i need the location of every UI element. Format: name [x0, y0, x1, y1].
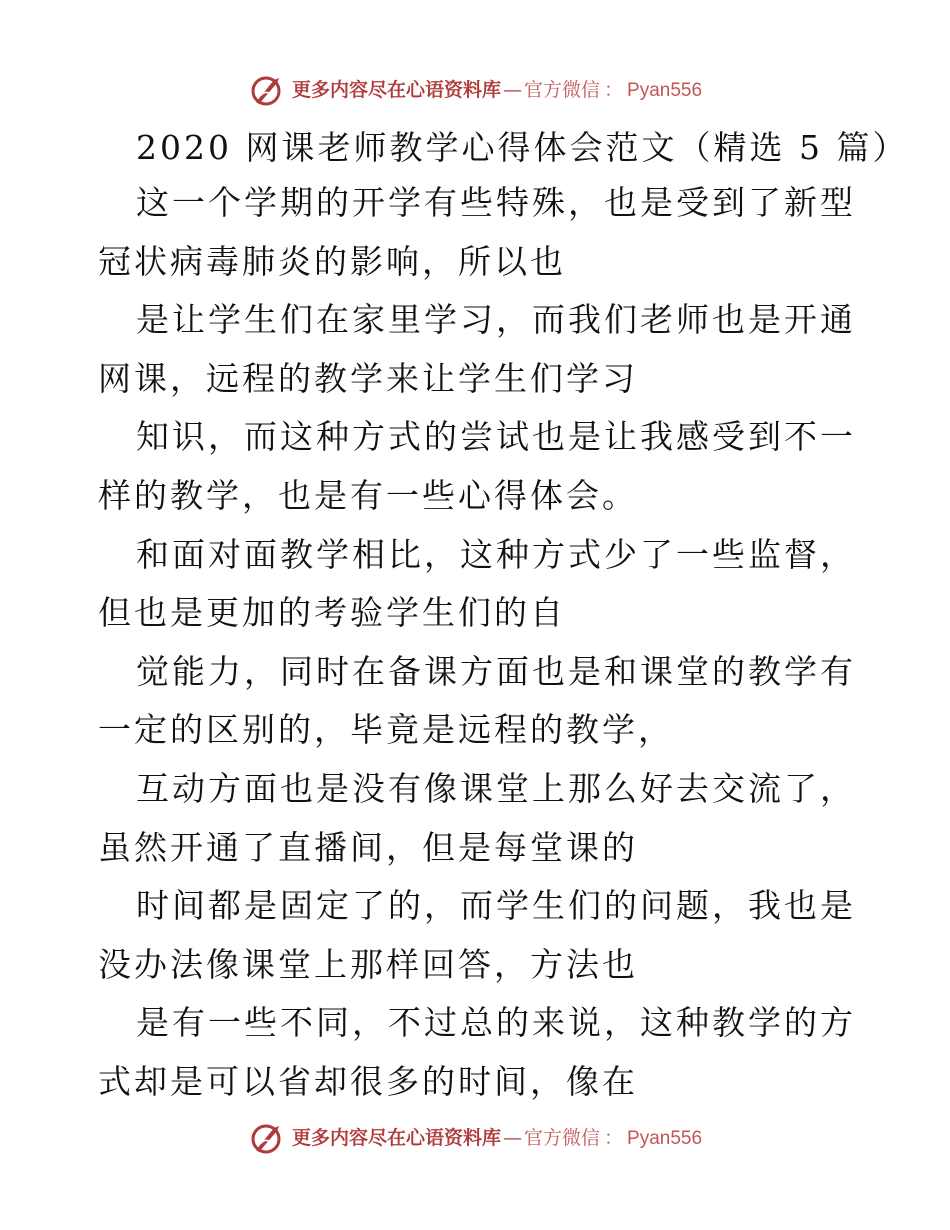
- pen-logo-icon: [248, 72, 284, 108]
- header-dash: —: [502, 78, 522, 101]
- paragraph: 是有一些不同，不过总的来说，这种教学的方式却是可以省却很多的时间，像在: [98, 1003, 856, 1101]
- header-text: [291, 78, 703, 101]
- paragraph: 觉能力，同时在备课方面也是和课堂的教学有一定的区别的，毕竟是远程的教学，: [98, 651, 856, 750]
- footer-dash: —: [502, 1126, 522, 1149]
- footer-wechat-id: Pyan556: [627, 1127, 703, 1149]
- paragraph: 时间都是固定了的，而学生们的问题，我也是没办法像课堂上那样回答，方法也: [98, 886, 856, 984]
- footer-official: 官方微信: [523, 1126, 600, 1149]
- footer-promo: 更多内容尽在心语资料库: [291, 1126, 501, 1149]
- paragraph: 和面对面教学相比，这种方式少了一些监督，但也是更加的考验学生们的自: [98, 534, 856, 633]
- footer-banner: [0, 1118, 950, 1158]
- document-body: [98, 122, 909, 1112]
- header-banner: [0, 70, 950, 110]
- document-title: 2020 网课老师教学心得体会范文（精选 5 篇）: [136, 128, 909, 167]
- paragraph: 知识，而这种方式的尝试也是让我感受到不一样的教学，也是有一些心得体会。: [98, 417, 856, 515]
- footer-sep: ：: [604, 1126, 624, 1149]
- pen-logo-icon: [248, 1120, 284, 1156]
- paragraph: 是让学生们在家里学习，而我们老师也是开通网课，远程的教学来让学生们学习: [98, 300, 856, 398]
- header-wechat-id: Pyan556: [627, 79, 703, 101]
- header-sep: ：: [604, 78, 624, 101]
- footer-text: [291, 1126, 703, 1149]
- header-official: 官方微信: [523, 78, 600, 101]
- paragraph: 互动方面也是没有像课堂上那么好去交流了，虽然开通了直播间，但是每堂课的: [98, 768, 856, 867]
- paragraph: 这一个学期的开学有些特殊，也是受到了新型冠状病毒肺炎的影响，所以也: [98, 183, 856, 281]
- header-promo: 更多内容尽在心语资料库: [291, 78, 501, 101]
